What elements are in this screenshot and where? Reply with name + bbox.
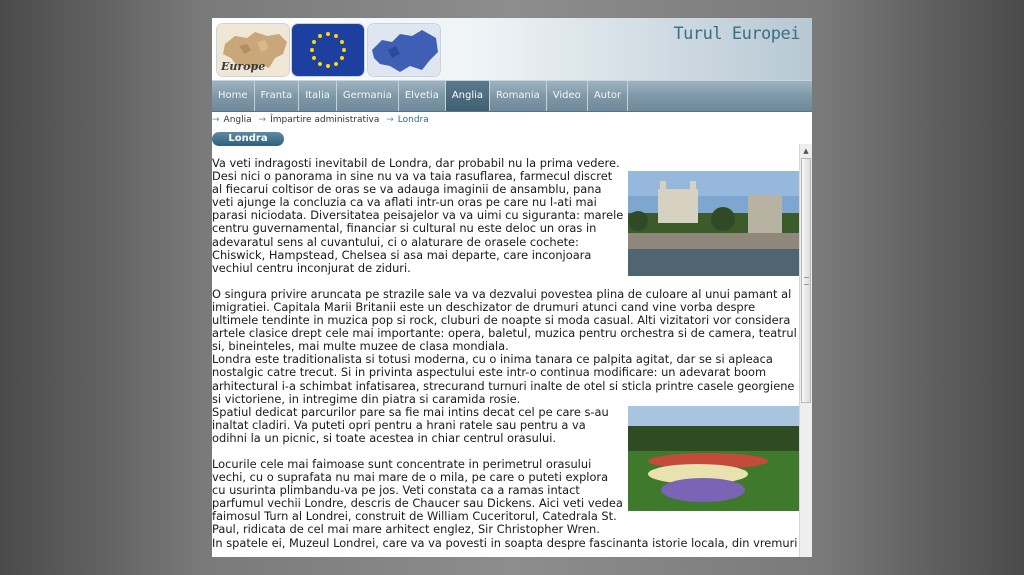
nav-item-franta[interactable]: Franta: [255, 81, 300, 111]
scroll-up-icon[interactable]: ▲: [803, 147, 809, 155]
breadcrumb: [212, 115, 433, 125]
paragraph-6: In spatele ei, Muzeul Londrei, care va va povesti in soapta despre fascinanta istorie locala, din vremuri: [212, 535, 798, 550]
logo-text: Europe: [221, 60, 266, 73]
paragraph-4: Spatiul dedicat parcurilor pare sa fie mai intins decat cel pe care s-au inaltat cladiri. Va puteti opri pentru a hrani ratele sau pentru a va odihni la un picnic, si toate acestea in chiar centrul orasului.: [212, 404, 609, 445]
article-content: [212, 157, 799, 557]
breadcrumb-arrow-icon: →: [386, 115, 394, 125]
nav-item-video[interactable]: Video: [547, 81, 588, 111]
paragraph-5: Locurile cele mai faimoase sunt concentrate in perimetrul orasului vechi, cu o suprafata nu mai mare de o mila, pe care o puteti explora cu usurinta plimbandu-va pe jos. Veti constata ca a ramas intact parfumul vechii Londre, descris de Chaucer sau Dickens. Aici veti vedea faimosul Turn al Londrei, construit de William Cuceritorul, Catedrala St. Paul, ridicata de cel mai mare arhitect englez, Sir Christopher Wren.: [212, 456, 623, 537]
nav-item-home[interactable]: Home: [212, 81, 255, 111]
grip-icon: [804, 277, 809, 285]
site-title: Turul Europei: [673, 24, 800, 44]
europe-map-logo[interactable]: [217, 24, 289, 76]
tower-of-london-image: [628, 171, 799, 276]
section-title: Londra: [212, 132, 284, 146]
breadcrumb-arrow-icon: →: [258, 115, 267, 125]
paragraph-3: Londra este traditionalista si totusi moderna, cu o inima tanara ce palpita agitat, dar se si apleaca nostalgic catre trecut. Si in privinta aspectului este intr-o continua modificare: un adevarat boom arhitectural i-a schimbat infatisarea, strecurand turnuri inalte de otel si sticla printre casele georgiene si victoriene, in intregime din piatra si caramida rosie.: [212, 352, 795, 406]
page-container: [212, 18, 812, 557]
breadcrumb-arrow-icon: →: [212, 115, 220, 125]
nav-item-autor[interactable]: Autor: [588, 81, 628, 111]
nav-item-germania[interactable]: Germania: [337, 81, 399, 111]
breadcrumb-item-londra: Londra: [397, 115, 429, 125]
paragraph-2: O singura privire aruncata pe strazile sale va va dezvalui povestea plina de culoare al unui pamant al imigratiei. Capitala Marii Britanii este un deschizator de drumuri atunci cand vine vorba despre ultimele tendinte in muzica pop si rock, cluburi de noapte si moda casual. Alti vizitatori vor considera artele clasice drept cele mai importante: opera, baletul, muzica pentru orchestra si de camera, teatrul si, bineinteles, mai multe muzee de clasa mondiala.: [212, 286, 797, 354]
eu-flag-logo[interactable]: [292, 24, 364, 76]
nav-item-romania[interactable]: Romania: [490, 81, 547, 111]
vertical-scrollbar[interactable]: [799, 144, 812, 557]
park-flowers-image: [628, 406, 799, 511]
breadcrumb-item-impartire[interactable]: Împartire administrativa: [270, 115, 380, 125]
nav-item-anglia[interactable]: Anglia: [446, 81, 490, 111]
paragraph-1: Va veti indragosti inevitabil de Londra, dar probabil nu la prima vedere. Desi nici o panorama in sine nu va va taia rasuflarea, farmecul discret al fiecarui coltisor de oras se va adauga imaginii de ansamblu, pana veti ajunge la concluzia ca va aflati intr-un oras pe care nu l-ati mai parasi niciodata. Diversitatea peisajelor va va uimi cu siguranta: marele centru guvernamental, financiar si cultural nu este deloc un oras in adevaratul sens al cuvantului, ci o alaturare de orasele cochete: Chiswick, Hampstead, Chelsea si asa mai departe, care inconjoara vechiul centru inconjurat de ziduri.: [212, 157, 624, 275]
main-nav: [212, 80, 812, 112]
europe-blue-map-logo[interactable]: [368, 24, 440, 76]
nav-item-italia[interactable]: Italia: [299, 81, 337, 111]
site-header: [212, 18, 812, 80]
scrollbar-thumb[interactable]: [801, 158, 811, 403]
breadcrumb-item-anglia[interactable]: Anglia: [223, 115, 252, 125]
nav-item-elvetia[interactable]: Elvetia: [399, 81, 446, 111]
